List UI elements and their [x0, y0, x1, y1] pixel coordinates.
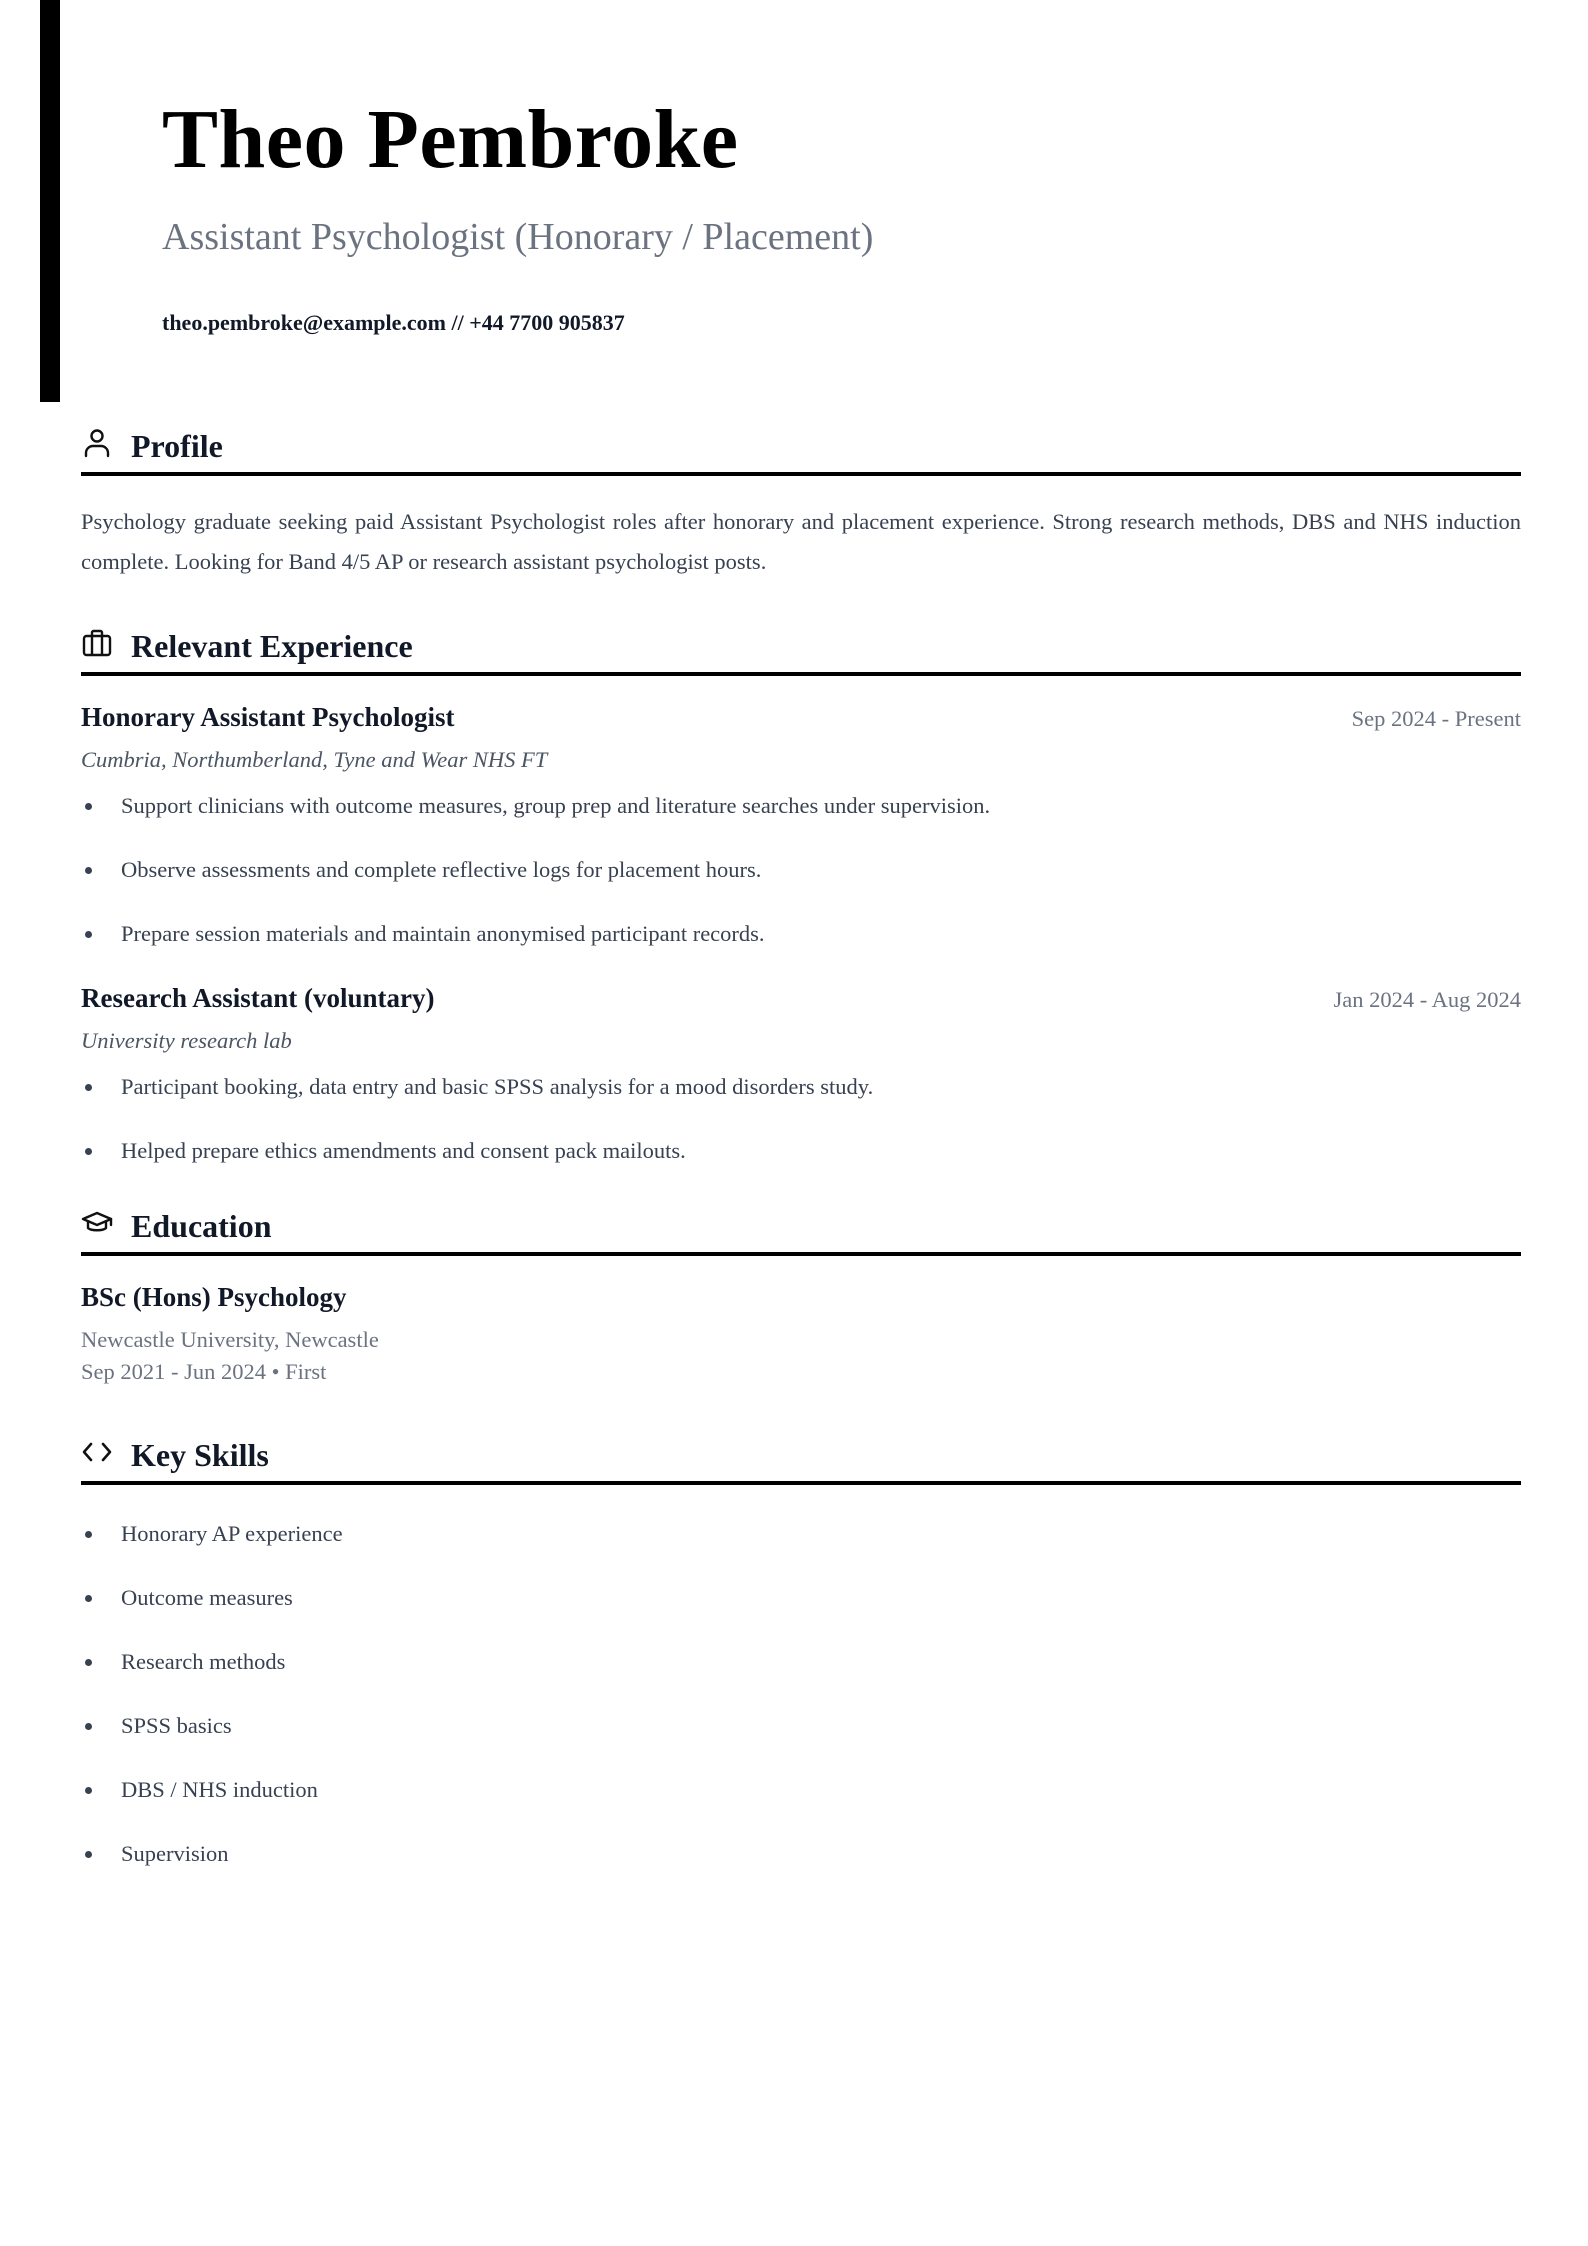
profile-header: [81, 420, 1521, 476]
user-icon: [81, 427, 113, 459]
job-organization: University research lab: [81, 1028, 292, 1053]
skills-header: [81, 1429, 1521, 1485]
job-title: Honorary Assistant Psychologist: [81, 702, 455, 732]
job-bullets: [81, 1072, 1521, 1166]
accent-bar: [40, 0, 60, 402]
list-item: Participant booking, data entry and basic SPSS analysis for a mood disorders study.: [81, 1072, 1521, 1102]
list-item: SPSS basics: [81, 1711, 1521, 1741]
code-icon: [81, 1436, 113, 1468]
education-section: [81, 1200, 1521, 1385]
experience-section: [81, 620, 1521, 1166]
list-item: Supervision: [81, 1839, 1521, 1869]
job-date: Jan 2024 - Aug 2024: [1333, 987, 1521, 1012]
list-item: Prepare session materials and maintain anonymised participant records.: [81, 919, 1521, 949]
profile-text: Psychology graduate seeking paid Assistant Psychologist roles after honorary and placement experience. Strong research methods, DBS and NHS induction complete. Looking for Band 4/5 AP or research assistant psychologist posts.: [81, 509, 1521, 574]
list-item: Helped prepare ethics amendments and consent pack mailouts.: [81, 1136, 1521, 1166]
list-item: Observe assessments and complete reflective logs for placement hours.: [81, 855, 1521, 885]
profile-section: [81, 420, 1521, 582]
graduation-cap-icon: [81, 1207, 113, 1239]
resume-header: [162, 92, 1462, 336]
education-header: [81, 1200, 1521, 1256]
education-dates: Sep 2021 - Jun 2024 • First: [81, 1359, 327, 1384]
list-item: Support clinicians with outcome measures, group prep and literature searches under supervision.: [81, 791, 1521, 821]
list-item: Outcome measures: [81, 1583, 1521, 1613]
job-entry: [81, 983, 1521, 1166]
job-entry: [81, 702, 1521, 949]
skills-section: [81, 1429, 1521, 1869]
skills-list: [81, 1519, 1521, 1869]
job-title: Research Assistant (voluntary): [81, 983, 435, 1013]
candidate-name: Theo Pembroke: [162, 93, 739, 186]
experience-title: Relevant Experience: [131, 627, 413, 664]
contact-info: theo.pembroke@example.com // +44 7700 905837: [162, 310, 625, 336]
education-title: Education: [131, 1207, 272, 1244]
degree: BSc (Hons) Psychology: [81, 1282, 347, 1312]
job-bullets: [81, 791, 1521, 949]
school: Newcastle University, Newcastle: [81, 1327, 379, 1352]
list-item: Research methods: [81, 1647, 1521, 1677]
list-item: Honorary AP experience: [81, 1519, 1521, 1549]
list-item: DBS / NHS induction: [81, 1775, 1521, 1805]
job-date: Sep 2024 - Present: [1351, 706, 1521, 731]
skills-title: Key Skills: [131, 1436, 269, 1473]
resume-body: [81, 420, 1521, 1903]
candidate-role: Assistant Psychologist (Honorary / Placement): [162, 215, 874, 258]
job-organization: Cumbria, Northumberland, Tyne and Wear NHS FT: [81, 747, 548, 772]
briefcase-icon: [81, 627, 113, 659]
profile-title: Profile: [131, 427, 223, 464]
experience-header: [81, 620, 1521, 676]
